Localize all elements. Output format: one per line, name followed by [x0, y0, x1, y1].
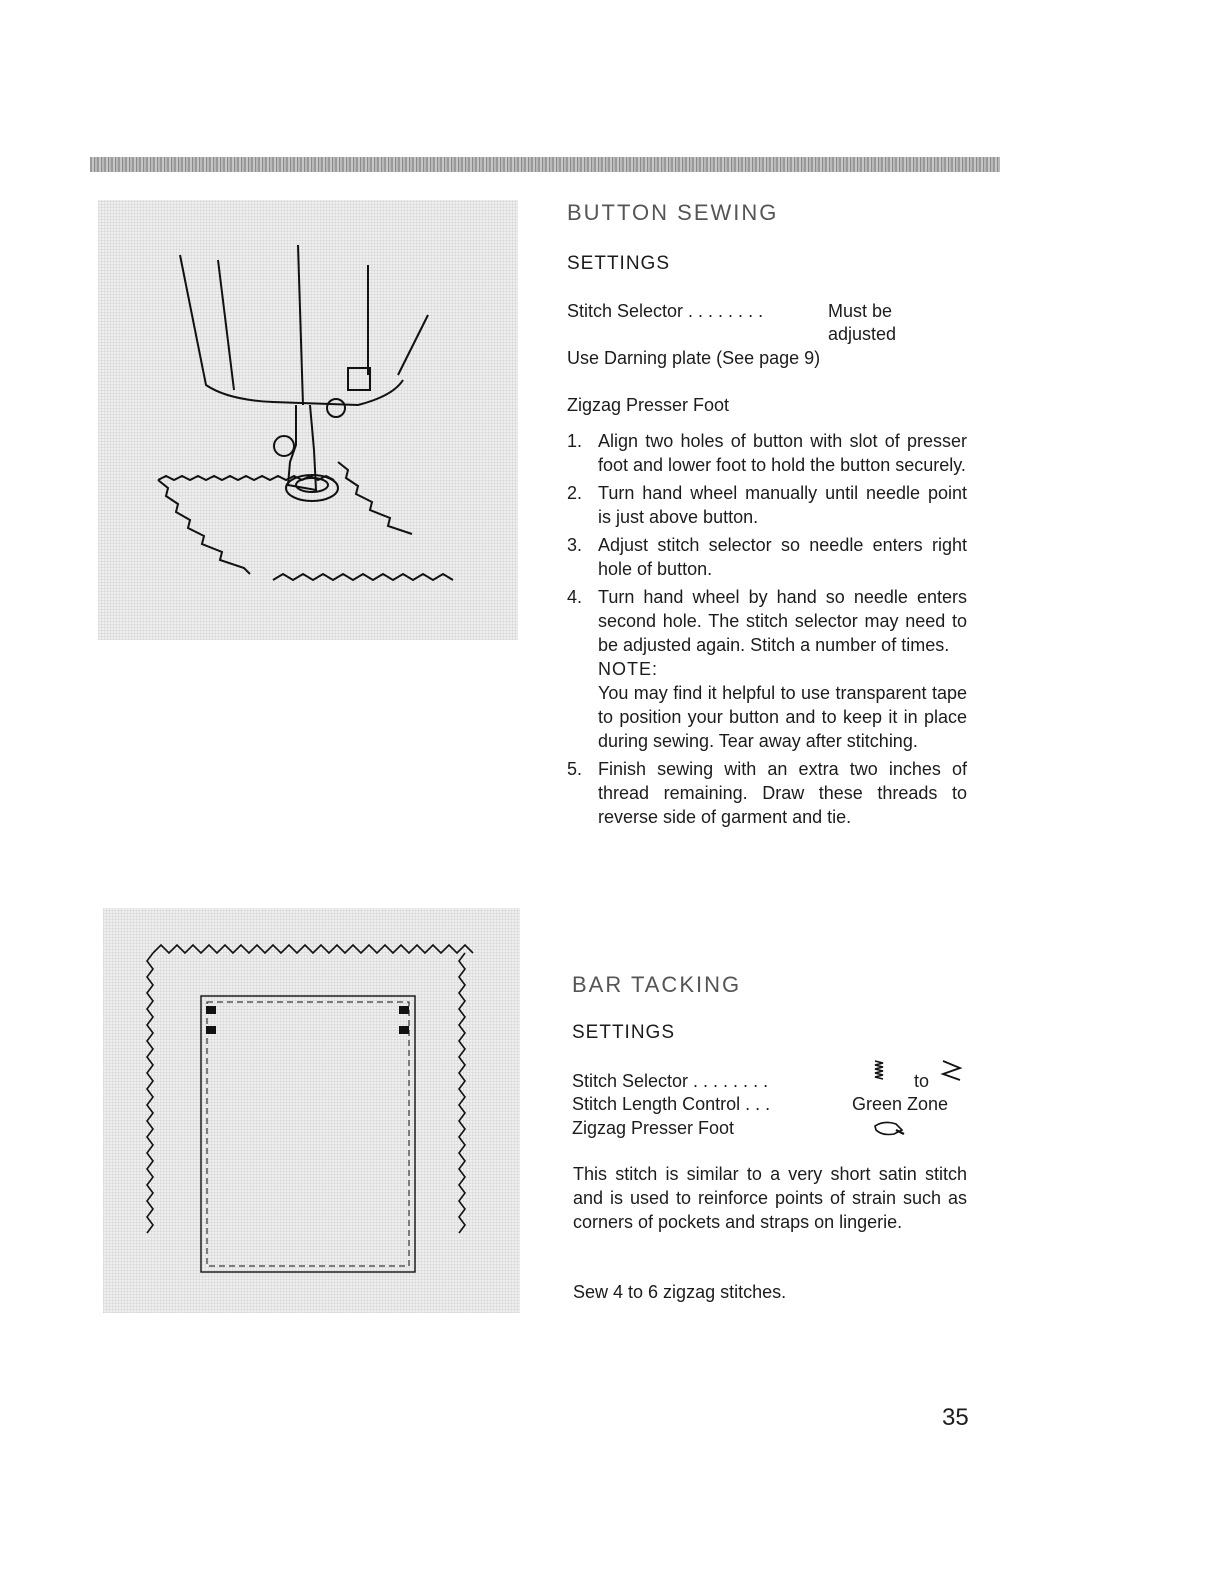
page-number: 35	[942, 1404, 969, 1431]
zigzag-presser-foot-icon	[872, 1118, 908, 1140]
stitch-length-value: Green Zone	[852, 1094, 949, 1114]
list-item	[567, 585, 967, 753]
note-label: NOTE:	[598, 659, 659, 679]
step-number: 5.	[567, 759, 583, 779]
list-item	[567, 481, 967, 529]
wide-zigzag-stitch-icon	[940, 1058, 964, 1086]
button-sewing-heading: BUTTON SEWING	[567, 200, 779, 225]
bar-tacking-description: This stitch is similar to a very short satin stitch and is used to reinforce points of strain such as corners of pockets and straps on lingerie.	[573, 1164, 967, 1232]
button-sewing-steps	[567, 429, 967, 833]
button-sewing-settings-label: SETTINGS	[567, 253, 671, 274]
list-item	[567, 429, 967, 477]
step-text: Adjust stitch selector so needle enters right hole of button.	[598, 535, 967, 579]
stitch-selector-value-line1: Must be	[828, 301, 893, 321]
step-number: 4.	[567, 587, 583, 607]
button-sewing-illustration	[98, 200, 518, 640]
bar-tacking-instruction: Sew 4 to 6 zigzag stitches.	[573, 1282, 787, 1302]
stitch-length-label: Stitch Length Control . . .	[572, 1094, 771, 1114]
step-text: Turn hand wheel by hand so needle enters second hole. The stitch selector may need to be adjusted again. Stitch a number of times.	[598, 587, 967, 655]
bar-tacking-heading: BAR TACKING	[572, 972, 742, 997]
bar-tacking-pocket-illustration	[103, 908, 520, 1313]
stitch-selector-label: Stitch Selector . . . . . . . .	[567, 301, 764, 321]
bar-tacking-settings-label: SETTINGS	[572, 1022, 676, 1043]
short-zigzag-stitch-icon	[872, 1057, 886, 1087]
presser-foot-label: Zigzag Presser Foot	[567, 395, 730, 415]
stitch-selector-to: to	[914, 1071, 930, 1091]
step-number: 3.	[567, 535, 583, 555]
bar-presser-foot-label: Zigzag Presser Foot	[572, 1118, 735, 1138]
step-number: 2.	[567, 483, 583, 503]
step-text: Turn hand wheel manually until needle point is just above button.	[598, 483, 967, 527]
step-text: Align two holes of button with slot of presser foot and lower foot to hold the button securely.	[598, 431, 967, 475]
stitch-selector-value-line2: adjusted	[828, 324, 897, 344]
note-text: You may find it helpful to use transparent tape to position your button and to keep it in place during sewing. Tear away after stitching.	[598, 683, 967, 751]
list-item	[567, 757, 967, 829]
header-rule	[90, 157, 1000, 172]
darning-plate-note: Use Darning plate (See page 9)	[567, 348, 821, 368]
step-number: 1.	[567, 431, 583, 451]
bar-stitch-selector-label: Stitch Selector . . . . . . . .	[572, 1071, 769, 1091]
step-text: Finish sewing with an extra two inches of thread remaining. Draw these threads to reverse side of garment and tie.	[598, 759, 967, 827]
list-item	[567, 533, 967, 581]
